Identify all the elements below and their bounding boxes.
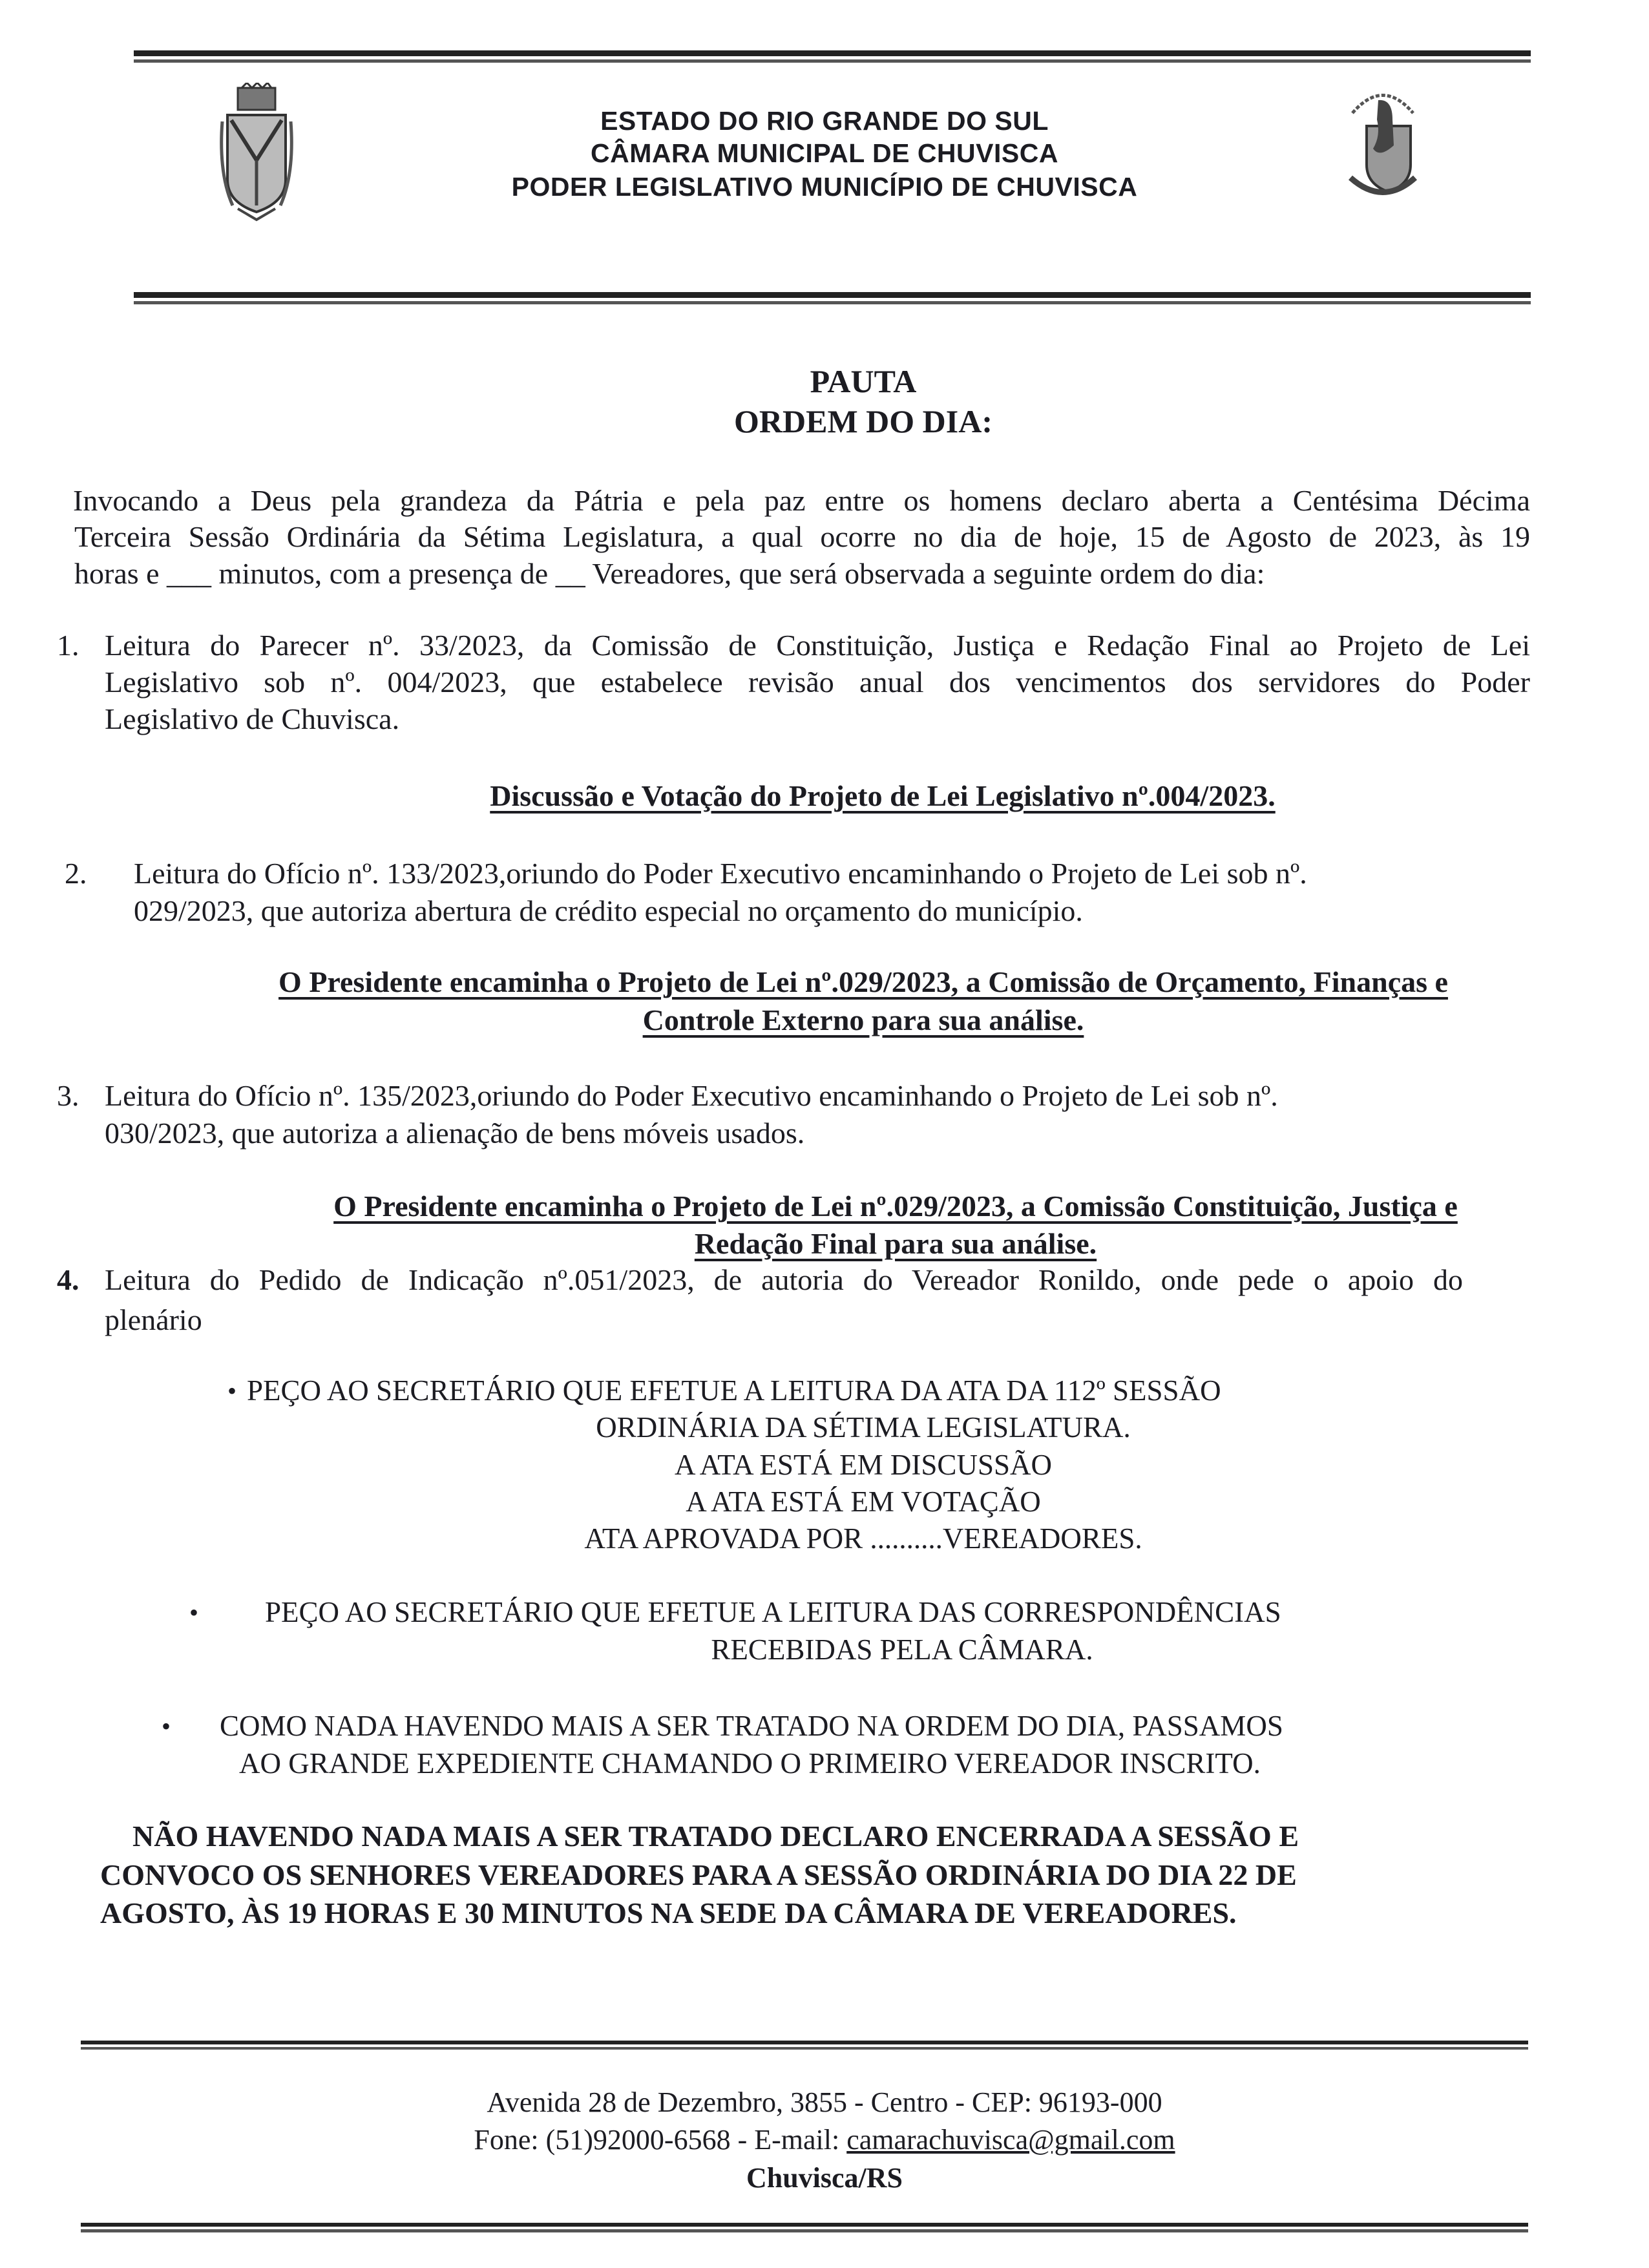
closing-line: CONVOCO OS SENHORES VEREADORES PARA A SESSÃO ORDINÁRIA DO DIA 22 DE (100, 1858, 1297, 1891)
header-top-rule (134, 50, 1531, 63)
bullet-line: AO GRANDE EXPEDIENTE CHAMANDO O PRIMEIRO VEREADOR INSCRITO. (239, 1747, 1261, 1780)
item-number: 3. (57, 1079, 79, 1112)
closing-line: AGOSTO, ÀS 19 HORAS E 30 MINUTOS NA SEDE DA CÂMARA DE VEREADORES. (100, 1896, 1237, 1929)
bullet-line: PEÇO AO SECRETÁRIO QUE EFETUE A LEITURA DAS CORRESPONDÊNCIAS (265, 1596, 1281, 1628)
footer-email-link[interactable]: camarachuvisca@gmail.com (846, 2124, 1175, 2156)
document-title: PAUTA (810, 363, 917, 399)
item-1-vote-heading: Discussão e Votação do Projeto de Lei Legislativo nº.004/2023. (490, 779, 1276, 812)
document-subtitle: ORDEM DO DIA: (734, 403, 993, 439)
item-line: plenário (105, 1303, 202, 1336)
item-line: Legislativo de Chuvisca. (105, 702, 400, 735)
item-line: Leitura do Pedido de Indicação nº.051/2023, de autoria do Vereador Ronildo, onde pede o apoio do (105, 1263, 1463, 1296)
header-legislative-power: PODER LEGISLATIVO MUNICÍPIO DE CHUVISCA (511, 172, 1138, 202)
bullet-line: ATA APROVADA POR ..........VEREADORES. (584, 1522, 1142, 1555)
header-bottom-rule (134, 292, 1531, 304)
bullet-line: COMO NADA HAVENDO MAIS A SER TRATADO NA ORDEM DO DIA, PASSAMOS (220, 1710, 1283, 1742)
item-number: 4. (57, 1263, 79, 1296)
intro-line: Invocando a Deus pela grandeza da Pátria e pela paz entre os homens declaro aberta a Centésima Décima (73, 484, 1530, 517)
footer-top-rule (81, 2041, 1528, 2050)
header-chamber: CÂMARA MUNICIPAL DE CHUVISCA (591, 138, 1058, 168)
footer-phone: Fone: (51)92000-6568 - E-mail: (474, 2124, 847, 2156)
bullet-line: A ATA ESTÁ EM VOTAÇÃO (686, 1486, 1041, 1518)
footer-contact (0, 2123, 1649, 2156)
item-line: Leitura do Ofício nº. 133/2023,oriundo do Poder Executivo encaminhando o Projeto de Lei sob nº. (134, 857, 1307, 890)
item-number: 1. (57, 629, 79, 662)
bullet-icon: • (189, 1598, 199, 1627)
intro-line: Terceira Sessão Ordinária da Sétima Legislatura, a qual ocorre no dia de hoje, 15 de Agosto de 2023, às 19 (74, 520, 1530, 553)
item-3-referral-line: Redação Final para sua análise. (694, 1227, 1097, 1260)
bullet-line: ORDINÁRIA DA SÉTIMA LEGISLATURA. (596, 1411, 1131, 1444)
header-state: ESTADO DO RIO GRANDE DO SUL (600, 106, 1049, 136)
bullet-icon: • (162, 1712, 171, 1741)
item-2-referral-line: Controle Externo para sua análise. (642, 1003, 1084, 1036)
item-line: 029/2023, que autoriza abertura de crédito especial no orçamento do município. (134, 894, 1083, 927)
item-line: Leitura do Parecer nº. 33/2023, da Comissão de Constituição, Justiça e Redação Final ao Projeto de Lei (105, 629, 1530, 662)
closing-line: NÃO HAVENDO NADA MAIS A SER TRATADO DECLARO ENCERRADA A SESSÃO E (132, 1820, 1299, 1853)
item-line: Leitura do Ofício nº. 135/2023,oriundo do Poder Executivo encaminhando o Projeto de Lei sob nº. (105, 1079, 1278, 1112)
bullet-line: A ATA ESTÁ EM DISCUSSÃO (674, 1449, 1052, 1481)
footer-city: Chuvisca/RS (746, 2162, 903, 2194)
item-2-referral-line: O Presidente encaminha o Projeto de Lei nº.029/2023, a Comissão de Orçamento, Finanças e (278, 965, 1448, 998)
footer-bottom-rule (81, 2223, 1528, 2232)
bullet-line: RECEBIDAS PELA CÂMARA. (711, 1633, 1093, 1666)
item-3-referral-line: O Presidente encaminha o Projeto de Lei nº.029/2023, a Comissão Constituição, Justiça e (333, 1190, 1458, 1223)
bullet-icon: • (227, 1376, 237, 1405)
footer-address: Avenida 28 de Dezembro, 3855 - Centro - CEP: 96193-000 (487, 2086, 1162, 2118)
item-line: Legislativo sob nº. 004/2023, que estabelece revisão anual dos vencimentos dos servidores do Poder (105, 666, 1530, 698)
item-number: 2. (65, 857, 87, 890)
intro-line: horas e ___ minutos, com a presença de __ Vereadores, que será observada a seguinte ordem do dia: (74, 557, 1265, 590)
bullet-line: PEÇO AO SECRETÁRIO QUE EFETUE A LEITURA DA ATA DA 112º SESSÃO (247, 1374, 1221, 1407)
item-line: 030/2023, que autoriza a alienação de bens móveis usados. (105, 1117, 805, 1150)
